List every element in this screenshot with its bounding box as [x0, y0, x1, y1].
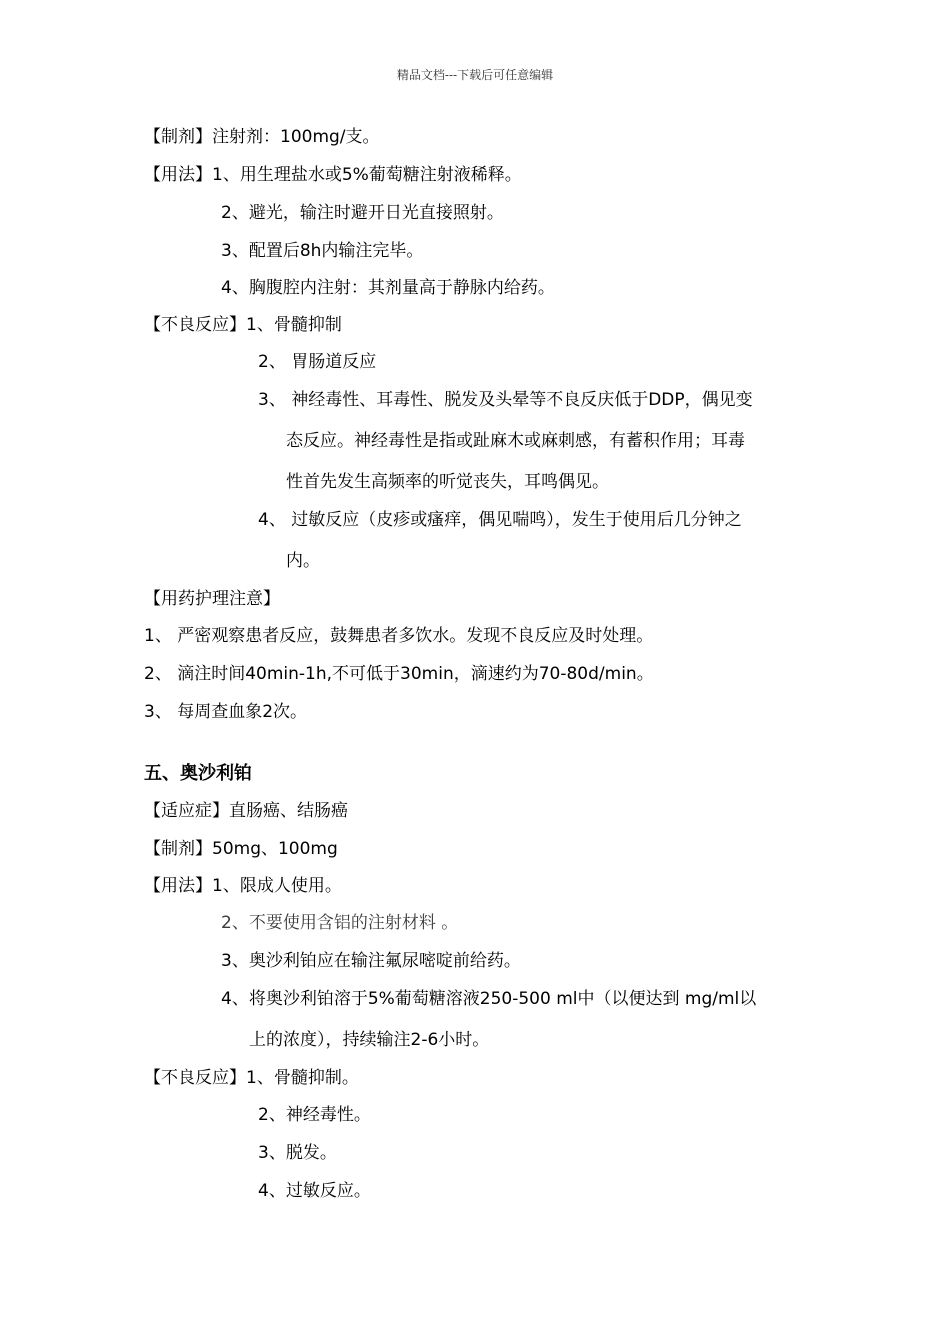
text-line: 态反应。神经毒性是指或趾麻木或麻刺感，有蓄积作用；耳毒: [286, 431, 745, 451]
text-line: 性首先发生高频率的听觉丧失，耳鸣偶见。: [286, 472, 609, 492]
text-line: 【适应症】直肠癌、结肠癌: [144, 801, 348, 821]
text-line: 4、过敏反应。: [258, 1181, 371, 1201]
text-line: 3、奥沙利铂应在输注氟尿嘧啶前给药。: [221, 951, 521, 971]
text-line: 【不良反应】1、骨髓抑制: [144, 315, 342, 335]
text-line: 【制剂】50mg、100mg: [144, 839, 338, 859]
text-line: 2、 滴注时间40min-1h,不可低于30min，滴速约为70-80d/min。: [144, 664, 654, 684]
page-header: 精品文档---下载后可任意编辑: [396, 68, 554, 82]
section-heading: 五、奥沙利铂: [144, 763, 252, 784]
text-line: 2、避光，输注时避开日光直接照射。: [221, 203, 504, 223]
text-line: 上的浓度），持续输注2-6小时。: [249, 1030, 490, 1050]
text-line: 2、神经毒性。: [258, 1105, 371, 1125]
text-line: 【制剂】注射剂：100mg/支。: [144, 127, 380, 147]
text-line: 【不良反应】1、骨髓抑制。: [144, 1068, 359, 1088]
text-line: 4、将奥沙利铂溶于5%葡萄糖溶液250-500 ml中（以便达到 mg/ml以: [221, 989, 757, 1009]
text-line: 4、 过敏反应（皮疹或瘙痒，偶见喘鸣），发生于使用后几分钟之: [258, 510, 742, 530]
text-line: 【用法】1、用生理盐水或5%葡萄糖注射液稀释。: [144, 165, 522, 185]
text-line: 内。: [286, 551, 320, 571]
text-line: 1、 严密观察患者反应，鼓舞患者多饮水。发现不良反应及时处理。: [144, 626, 654, 646]
text-line: 4、胸腹腔内注射：其剂量高于静脉内给药。: [221, 278, 555, 298]
text-line: 3、配置后8h内输注完毕。: [221, 241, 424, 261]
text-line: 3、 每周查血象2次。: [144, 702, 308, 722]
text-line: 3、脱发。: [258, 1143, 337, 1163]
text-line: 2、 胃肠道反应: [258, 352, 377, 372]
text-line: 3、 神经毒性、耳毒性、脱发及头晕等不良反庆低于DDP，偶见变: [258, 390, 753, 410]
text-line: 2、不要使用含铝的注射材料 。: [221, 913, 459, 933]
text-line: 【用法】1、限成人使用。: [144, 876, 342, 896]
text-line: 【用药护理注意】: [144, 589, 280, 609]
